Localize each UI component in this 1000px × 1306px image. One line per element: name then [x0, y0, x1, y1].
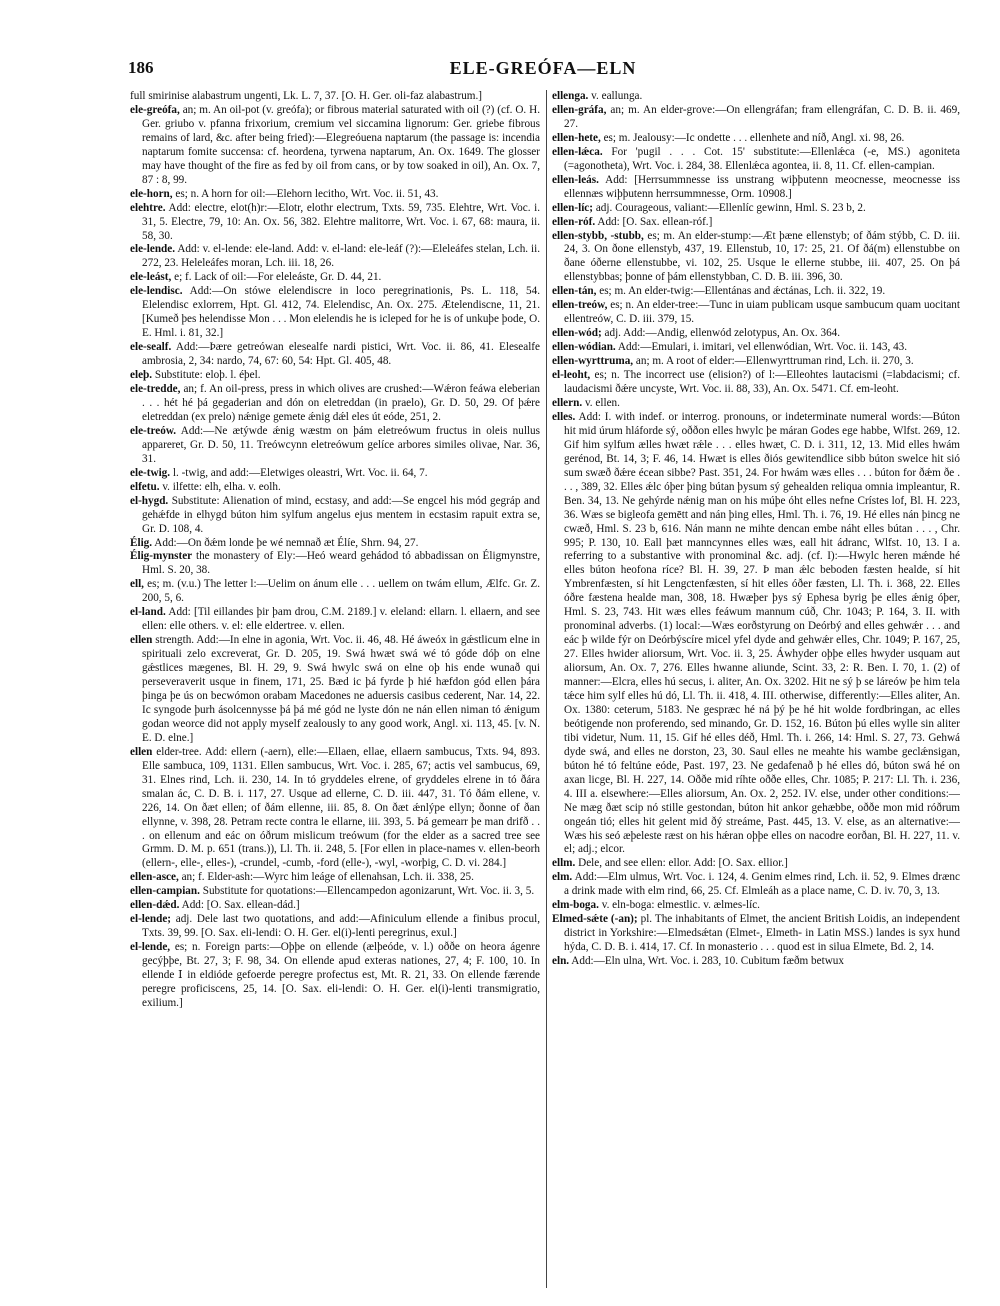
entry-definition: Add:—On stówe elelendiscre in loco peregrinationis, Ps. L. 118, 54. Elelendisc exlorrem, Hpt. Gl. 412, 74. Elelendisc, An. Ox. 275. Ætelendiscne, 11, 21. [Kumeð þes helendisse Mon . . . Mon elelendis he is icleped for he is of unkuþe þode, O. E. Hml. i. 81, 32.]: [142, 285, 540, 340]
entry-headword: Élig-mynster: [130, 550, 193, 563]
entry-definition: Add: [Herrsummnesse iss unstrang wiþþutenn meocnesse, meocnesse iss ellennæs wiþþutenn herrsummnesse, Orm. 10908.]: [564, 173, 960, 200]
dictionary-entry: [552, 146, 960, 174]
entry-headword: ellm.: [552, 857, 576, 870]
dictionary-entry: [130, 425, 540, 467]
dictionary-entry: [552, 369, 960, 397]
entry-headword: ellen-wyrttruma,: [552, 355, 634, 368]
dictionary-entry: [130, 243, 540, 271]
entry-definition: es; m. Jealousy:—Ic ondette . . . ellenhete and níð, Angl. xi. 98, 26.: [603, 131, 905, 144]
dictionary-entry: [552, 355, 960, 369]
entry-definition: an; f. An oil-press, press in which olives are crushed:—Wǽron feáwa eleberian . . . hét hé þá gegaderian and dón on eletreddan (in praelo), Gr. D. 50, 29. Of þǽre eletreddan (ex prelo) nǽnige gemete ǽnig dǽl eles út eóde, 251, 2.: [142, 383, 540, 423]
entry-headword: ellen-wódian.: [552, 341, 616, 354]
entry-definition: Add:—Emulari, i. imitari, vel ellenwódian, Wrt. Voc. ii. 143, 43.: [617, 341, 908, 354]
entry-headword: elles.: [552, 410, 576, 423]
page-number: 186: [128, 58, 154, 77]
dictionary-entry: [130, 104, 540, 188]
entry-headword: ellern.: [552, 396, 583, 409]
entry-headword: elfetu.: [130, 480, 160, 493]
right-column: [552, 90, 960, 1290]
entry-definition: Add: [Til eillandes þir þam drou, C.M. 2189.] v. eleland: ellarn. l. ellaern, and see ellen: elle others. v. el: elle eldertree. v. ellen.: [142, 606, 540, 633]
entry-headword: ellen: [130, 634, 153, 647]
dictionary-entry: [130, 899, 540, 913]
dictionary-entry: [130, 885, 540, 899]
dictionary-entry: [130, 90, 540, 104]
entry-definition: Add: electre, elot(h)r:—Elotr, elothr electrum, Txts. 59, 735. Elehtre, Wrt. Voc. i. 31, 5. Electre, 79, 10: An. Ox. 56, 382. Elehtre malitorre, Wrt. Voc. i. 67, 68: maura, ii. 58, 30.: [142, 201, 540, 242]
entry-headword: ele-sealf.: [130, 341, 172, 354]
entry-definition: Substitute: eloþ. l. éþel.: [154, 369, 261, 382]
dictionary-entry: [130, 578, 540, 606]
entry-headword: ele-lendisc.: [130, 285, 183, 298]
entry-headword: Élig.: [130, 536, 153, 549]
dictionary-entry: [552, 955, 960, 969]
entry-headword: el-lende;: [130, 913, 172, 926]
dictionary-entry: [130, 369, 540, 383]
dictionary-entry: [130, 467, 540, 481]
dictionary-entry: [552, 899, 960, 913]
entry-definition: es; m. An elder-twig:—Ellentánas and ǽctánas, Lch. ii. 322, 19.: [599, 285, 886, 298]
entry-headword: el-leoht,: [552, 369, 591, 382]
entry-headword: ellen-tán,: [552, 285, 597, 298]
entry-definition: Add: [O. Sax. ellean-dád.]: [181, 899, 300, 912]
entry-headword: elehtre.: [130, 201, 166, 214]
entry-headword: ellen-wód;: [552, 327, 602, 340]
dictionary-entry: [130, 913, 540, 941]
entry-headword: elm-boga.: [552, 899, 599, 912]
dictionary-entry: [130, 271, 540, 285]
entry-definition: Substitute: Alienation of mind, ecstasy, and add:—Se engcel his mód gegráp and gehǽfde in elhygd búton him sylfum angelus ejus mentem in ecstasim rapuit extra se, Gr. D. 108, 4.: [142, 494, 540, 535]
entry-definition: Substitute for quotations:—Ellencampedon agonizarunt, Wrt. Voc. ii. 3, 5.: [202, 885, 535, 898]
entry-definition: pl. The inhabitants of Elmet, the ancient British Loidis, an independent district in Yorkshire:—Elmedsǽtan (Elmet-, Elmeth- in Latin MSS.) landes is syx hund hýda, C. D. B. i. 414, 17. Cf. In monasterio . . . quod est in silua Elmete, Bd. 2, 14.: [564, 913, 960, 954]
entry-definition: elder-tree. Add: ellern (-aern), elle:—Ellaen, ellae, ellaern sambucus, Txts. 94, 893. Elle sambuca, 109, 1131. Ellen sambucus, Wrt. Voc. i. 285, 67; actis vel sambucus, 69, 31. Elnes rind, Lch. ii. 230, 14. In tó gryddeles elrene, of gryddeles elrene in tó ðára smalan ác, C. D. B. i. 117, 27. Usque ad ellerne, C. D. iii. 447, 31. Tó ðám ellene, v. 226, 14. On ðæt ellen; of ðám ellenne, iii. 85, 8. On ðæt ǽnlýpe ellyn; ðonne of ðan ellynne, v. 398, 28. Petram recte contra le ellarne, iii. 393, 5. Þá gemearr þe man drifð . . . on ellenum and eác on óðrum mislicum treówum (for the elder as a sacred tree see Grmm. D. M. p. 651 (trans.)), Ll. Th. ii. 248, 5. [For ellen in place-names v. ellen-beorh (ellern-, elle-, elles-), -crundel, -cumb, -ford (elle-), -wyl, -worþig, C. D. vi. 284.]: [142, 745, 540, 870]
entry-definition: l. -twig, and add:—Eletwiges oleastri, Wrt. Voc. ii. 64, 7.: [172, 466, 428, 479]
entry-definition: adj. Courageous, valiant:—Ellenlíc gewinn, Hml. S. 23 b, 2.: [595, 201, 866, 214]
entry-definition: an; m. A root of elder:—Ellenwyrttruman rind, Lch. ii. 270, 3.: [635, 355, 914, 368]
entry-headword: ellen-stybb, -stubb,: [552, 229, 644, 242]
dictionary-entry: [130, 606, 540, 634]
dictionary-entry: [552, 341, 960, 355]
entry-definition: v. eln-boga: elmestlic. v. ælmes-líc.: [601, 899, 760, 912]
entry-definition: es; n. The incorrect use (elision?) of l:—Elleohtes lautacismi (=labdacismi; cf. laudacismi ðǽre uncyste, Wrt. Voc. ii. 88, 33), An. Ox. 5471. Cf. em-leoht.: [564, 369, 960, 396]
entry-headword: ellen-campian.: [130, 885, 200, 898]
entry-headword: ele-leást,: [130, 271, 172, 284]
entry-definition: adj. Dele last two quotations, and add:—Afiniculum ellende a finibus procul, Txts. 39, 99. [O. Sax. eli-lendi: O. H. Ger. el(i)-lenti peregrinus, exul.]: [142, 913, 540, 940]
dictionary-entry: [552, 104, 960, 132]
dictionary-entry: [130, 746, 540, 872]
entry-headword: ellen-líc;: [552, 201, 594, 214]
entry-headword: ell,: [130, 578, 144, 591]
dictionary-entry: [552, 216, 960, 230]
dictionary-entry: [130, 495, 540, 537]
entry-headword: ellen-hete,: [552, 131, 601, 144]
entry-headword: ellenga.: [552, 90, 589, 102]
dictionary-entry: [130, 941, 540, 1011]
dictionary-entry: [130, 550, 540, 578]
entry-definition: Add: [O. Sax. ellean-róf.]: [597, 215, 713, 228]
dictionary-entry: [552, 857, 960, 871]
entry-headword: ele-twig.: [130, 466, 171, 479]
entry-headword: ele-tredde,: [130, 383, 181, 396]
dictionary-entry: [130, 537, 540, 551]
entry-definition: v. eallunga.: [591, 90, 643, 102]
entry-headword: ellen-róf.: [552, 215, 596, 228]
entry-headword: ellen-asce,: [130, 871, 179, 884]
entry-headword: ellen-leás.: [552, 173, 599, 186]
entry-definition: an; m. An oil-pot (v. greófa); or fibrous material saturated with oil (?) (cf. O. H. Ger. griubo v. pfanna frixorium, cremium vel siccamina lignorum: Ger. griebe fibrous remains of lard, &c. after being fried):—Elegreóuena naptarum (the passage is: incendia naptarum fomite succensa: cf. heordena, tyrwena naptarum, An. Ox. 1649. The glosser may have thought of the fire as fed by oil from cans, or by tow soaked in oil), An. Ox. 7, 87 : 8, 99.: [142, 103, 540, 186]
entry-definition: v. ilfette: elh, elha. v. eolh.: [162, 480, 281, 493]
entry-headword: el-land.: [130, 606, 166, 619]
entry-definition: Add: v. el-lende: ele-land. Add: v. el-land: ele-leáf (?):—Eleleáfes stelan, Lch. ii. 272, 23. Heleleáfes moran, Lch. iii. 18, 26.: [142, 243, 540, 270]
entry-headword: el-hygd.: [130, 494, 169, 507]
dictionary-entry: [130, 481, 540, 495]
column-divider: [546, 90, 547, 1288]
entry-definition: For 'pugil . . . Cot. 15' substitute:—Ellenlǽca (-e, MS.) agoniteta (=agonotheta), Wrt. Voc. i. 284, 38. Ellenlǽca agontea, ii. 8, 11. Cf. ellen-campian.: [564, 145, 960, 172]
dictionary-entry: [552, 397, 960, 411]
entry-definition: Add: I. with indef. or interrog. pronouns, or indeterminate numeral words:—Búton hit mid úrum hláforde sý, oððon elles hwylc þe máran Godes ege habbe, Wlfst. 269, 12. Gif him sylfum ælles hwæt rǽle . . . elles hwæt, C. D. i. 311, 12, 13. Mid elles hwám gerénod, Bt. 14, 3; F. 46, 14. Hwæt is elles ðiós gewitendlice sibb búton swelce hit sió sum swæð ðǽre écean sibbe? Past. 351, 24. For hwám wæs elles . . . búton for ðǽm ðe . . . , 389, 32. Elles ǽlc óþer þing bútan þysum sý gehealden reliqua omnia impleantur, R. Ben. 34, 13. Ne gehýrde nǽnig man on his múþe óht elles nefne Crístes lof, Bl. H. 223, 36. Wæs se bigleofa gemētt and nán þing elles, Hml. Th. i. 76, 19. Hé elles nán þincg ne cwæð, Hml. S. 23 b, 616. Nán mann ne mihte dencan embe náht elles bútan . . . , Chr. 995; P. 130, 10. Eall þæt manncynnes elles wæs, eall hit ádranc, Wlfst. 10, 13. I a. referring to a substantive with pronominal &c. adj. (cf. I):—Hwylc heren mǽnde hé elles búton heofona ríce? Bl. H. 39, 27. Þ man ǽlc beboden fæsten healde, sí hit Ymbrenfæsten, sí hit Lengctenfæsten, sí hit elles óðer fæsten, Ll. Th. i. 368, 22. Elles óðre fæstena healde man, 308, 18. Hwæþer þys sý Ephesa byrig þe elles ǽnig óþer, Hml. S. 23, 743. Hit wæs elles feáwum mannum cúð, Chr. 1043; P. 164, 3. II. with pronominal adverbs. (1) local:—Wæs eorðstyrung on Deórbý and elles gehwǽr . . . and eác þ wilde fýr on Deórbýscíre micel yfel dyde and gehwǽr elles, Chr. 1049; P. 167, 25, 27. Elles hwider aliorsum, Wrt. Voc. ii. 3, 25. Áwhyder oþþe elles hwyder usquam aut aliorsum, An. Ox. 7, 276. Elles hwanne aliunde, Scint. 33, 2: R. Ben. I. 70, 1. (2) of manner:—Elcra, elles hú secus, i. aliter, An. Ox. 3202. Hit ne sý þ se láreów þe him tela tǽce him sylf elles hú dó, Ll. Th. ii. 418, 4. III. otherwise, differently:—Elles aliter, An. Ox. 1380: ceterum, 5183. Ne gespræc hé ná þý þe hé hit wolde fordbringan, ac elles beótigende non proferendo, sed minando, Gr. D. 152, 16. Búton þú elles wylle sin aliter tibi videtur, Num. 11, 15. Gif hé elles déð, Hml. Th. i. 266, 14: Hml. S. 27, 73. Gehwá dyde swá, and elles ne dorston, 23, 30. Saul elles ne meahte his wambe geclǽnsigan, búton hé tó feltúne eóde, Past. 197, 23. Ne gedafenað þ hé elles dó, búton swá hé on axan licge, Bl. H. 227, 14. Oððe mid ríhte oððe elles, Chr. 1085; P. 217: Ll. Th. i. 236, 4. III a. elsewhere:—Elles aliorsum, An. Ox. 2, 252. IV. else, under other conditions:—Ne mæg ðæt scip nó stille gestondan, búton hit ankor gehæbbe, oððe mon mid róðrum ongeán tió; elles hit gelent mid ðý streáme, Past. 445, 13. V. else, as an alternative:—Wæs his seó æþeleste ræst on his hǽran oþþe elles on nacodre eorðan, Bl. H. 227, 11. v. el; adj.; elcor.: [564, 410, 960, 856]
entry-definition: Add:—Elm ulmus, Wrt. Voc. i. 124, 4. Genim elmes rind, Lch. ii. 52, 9. Elmes drænc a drink made with elm rind, 66, 25. Cf. Elmleáh as a place name, C. D. iv. 70, 3, 13.: [564, 871, 960, 898]
dictionary-entry: [552, 327, 960, 341]
dictionary-entry: [552, 285, 960, 299]
dictionary-entry: [130, 871, 540, 885]
dictionary-entry: [552, 202, 960, 216]
entry-headword: Elmed-sǽte (-an);: [552, 913, 638, 926]
entry-definition: an; f. Elder-ash:—Wyrc him leáge of ellenahsan, Lch. ii. 338, 25.: [181, 871, 474, 884]
entry-definition: an; m. An elder-grove:—On ellengráfan; fram ellengráfan, C. D. B. ii. 469, 27.: [564, 103, 960, 130]
entry-definition: v. ellen.: [584, 396, 620, 409]
entry-headword: elm.: [552, 871, 573, 884]
entry-definition: Add:—Ne ætýwde ǽnig wæstm on þám eletreówum fructus in oleis nullus appareret, Gr. D. 50, 11. Treówcynn eletreówum gelíce arbores similes olivae, Nar. 36, 31.: [142, 424, 540, 465]
entry-headword: el-lende,: [130, 941, 171, 954]
entry-definition: es; m. (v.u.) The letter l:—Uelim on ánum elle . . . uellem on twám ellum, Ælfc. Gr. Z. 200, 5, 6.: [142, 578, 540, 605]
dictionary-entry: [130, 383, 540, 425]
entry-definition: full smirinise alabastrum ungenti, Lk. L. 7, 37. [O. H. Ger. oli-faz alabastrum.]: [130, 90, 483, 102]
dictionary-entry: [130, 634, 540, 746]
entry-definition: es; n. An elder-tree:—Tunc in uiam publicam usque sambucum quam uocitant ellentreów, C. D. iii. 379, 15.: [564, 299, 960, 326]
running-title: ELE-GREÓFA—ELN: [449, 58, 637, 78]
dictionary-entry: [130, 285, 540, 341]
entry-definition: es; n. Foreign parts:—Oþþe on ellende (ælþeóde, v. l.) oððe on heora ágenre gecýþþe, Bt. 27, 3; F. 98, 34. On ellende apud exteras nationes, 27, 4; F. 100, 10. In ellende Ⅰ in eldióde gefoerde peregre profectus est, Mt. R. 21, 33. On ellende færende peregre proficiscens, 25, 14. [O. Sax. eli-lendi: O. H. Ger. el(i)-lenti transmigratio, exilium.]: [142, 941, 540, 1009]
entry-headword: eln.: [552, 955, 570, 968]
entry-definition: e; f. Lack of oil:—For eleleáste, Gr. D. 44, 21.: [174, 271, 382, 284]
dictionary-entry: [130, 188, 540, 202]
entry-definition: Add:—On ðǽm londe þe wé nemnað æt Élíe, Shrn. 94, 27.: [154, 536, 419, 549]
dictionary-entry: [130, 202, 540, 244]
dictionary-entry: [552, 913, 960, 955]
dictionary-entry: [552, 871, 960, 899]
entry-definition: Add:—Eln ulna, Wrt. Voc. i. 283, 10. Cubitum fæðm betwux: [571, 955, 844, 968]
dictionary-entry: [552, 230, 960, 286]
entry-headword: ele-lende.: [130, 243, 176, 256]
dictionary-entry: [552, 299, 960, 327]
entry-definition: es; n. A horn for oil:—Elehorn lecitho, Wrt. Voc. ii. 51, 43.: [175, 187, 439, 200]
dictionary-entry: [552, 132, 960, 146]
dictionary-entry: [552, 411, 960, 858]
entry-headword: ele-treów.: [130, 424, 177, 437]
entry-headword: ele-greófa,: [130, 103, 180, 116]
entry-definition: the monastery of Ely:—Heó weard gehádod tó abbadissan on Éligmynstre, Hml. S. 20, 38.: [142, 550, 540, 577]
dictionary-entry: [552, 90, 960, 104]
entry-headword: ellen-lǽca.: [552, 145, 603, 158]
dictionary-entry: [130, 341, 540, 369]
page-header: [128, 58, 958, 86]
entry-definition: strength. Add:—In elne in agonia, Wrt. Voc. ii. 46, 48. Hé áweóx in gǽstlicum elne in spirituali zelo excreverat, Gr. D. 205, 19. Swá hwæt swá wé tó góde dóþ on elne gǽstlices mægenes, Bl. H. 29, 9. Swá hwylc swá on elne oþ his ende wunað qui perseveraverit usque in finem, 171, 25. Bæd ic þá fyrde þ hié hæfdon gód ellen þára þinga þe ús on becwómon orabam Macedones ne aduersis casibus cederent, Nar. 14, 22. Ic syngode þurh ásolcennysse þá þá mé gód ne lyste dón ne nán ellen niman tó ǽnigum godan weorce did not apply myself zealously to any good work, Angl. xi. 113, 45. [v. N. E. D. elne.]: [142, 634, 540, 744]
entry-headword: ellen-gráfa,: [552, 103, 607, 116]
entry-definition: Dele, and see ellen: ellor. Add: [O. Sax. ellior.]: [578, 857, 788, 870]
entry-headword: ellen-treów,: [552, 299, 608, 312]
entry-headword: eleþ.: [130, 369, 153, 382]
left-column: [130, 90, 540, 1290]
entry-headword: ellen-dǽd.: [130, 899, 180, 912]
entry-definition: es; m. An elder-stump:—Æt þæne ellenstyb; of ðám stýbb, C. D. iii. 24, 3. On ðone ellenstyb, 437, 19. Ellenstub, 10, 17: 25, 21. Of ðá(m) ellenstubbe on ðane óðerne ellenstubbe, vi. 102, 25. Usque le ellerne stubbe, iii. 407, 25. On þá ellenstybbas; þonne of þám ellenstybban, C. D. B. iii. 396, 30.: [564, 229, 960, 284]
entry-headword: ellen: [130, 745, 153, 758]
entry-definition: adj. Add:—Andig, ellenwód zelotypus, An. Ox. 364.: [604, 327, 841, 340]
dictionary-entry: [552, 174, 960, 202]
entry-definition: Add:—Þære getreówan elesealfe nardi pistici, Wrt. Voc. ii. 86, 41. Elesealfe ambrosia, 2, 34: nardo, 74, 67: 60, 54: Hpt. Gl. 405, 48.: [142, 341, 540, 368]
entry-headword: ele-horn,: [130, 187, 173, 200]
